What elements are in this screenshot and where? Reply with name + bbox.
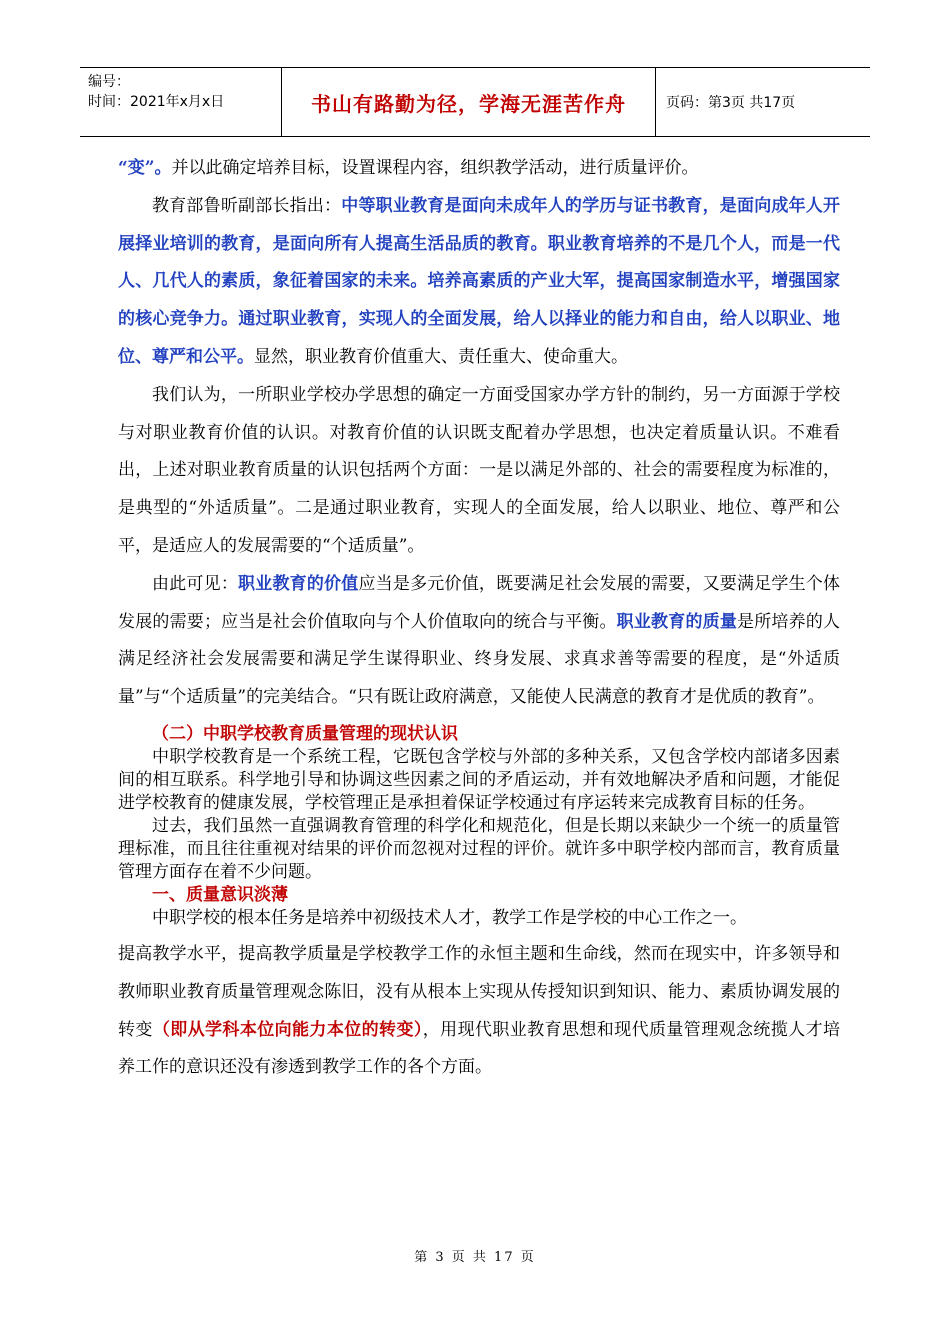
paragraph-4-lead: 由此可见： — [152, 573, 239, 594]
paragraph-1-text: 并以此确定培养目标，设置课程内容，组织教学活动，进行质量评价。 — [171, 158, 699, 178]
paragraph-2-quote: 中等职业教育是面向未成年人的学历与证书教育，是面向成年人开展择业培训的教育，是面向所有人提高生活品质的教育。职业教育培养的不是几个人，而是一代人、几代人的素质，象征着国家的未来。培养高素质的产业大军，提高国家制造水平，增强国家的核心竞争力。通过职业教育，实现人的全面发展，给人以择业的能力和自由，给人以职业、地位、尊严和公平。 — [118, 195, 841, 367]
paragraph-7b-tail: ，用现代职业教育思想和现代质量管理观念统揽人才培养工作的意识还没有渗透到教学工作的各个方面。 — [118, 1019, 841, 1078]
paragraph-4-tail: 是所培养的人满足经济社会发展需要和满足学生谋得职业、终身发展、求真求善等需要的程度，是“外适质量”与“个适质量”的完美结合。“只有既让政府满意，又能使人民满意的教育才是优质的教育”。 — [118, 611, 841, 708]
paragraph-7a: 中职学校的根本任务是培养中初级技术人才，教学工作是学校的中心工作之一。 — [152, 907, 747, 928]
paragraph-3: 我们认为，一所职业学校办学思想的确定一方面受国家办学方针的制约，另一方面源于学校与对职业教育价值的认识。对教育价值的认识既支配着办学思想，也决定着质量认识。不难看出，上述对职业教育质量的认识包括两个方面：一是以满足外部的、社会的需要程度为标准的，是典型的“外适质量”。二是通过职业教育，实现人的全面发展，给人以职业、地位、尊严和公平，是适应人的发展需要的“个适质量”。 — [118, 384, 840, 556]
header-meta — [80, 68, 282, 136]
paragraph-7b — [118, 936, 840, 1087]
quote-change: “变”。 — [118, 158, 172, 178]
page-header — [80, 67, 870, 137]
term-value: 职业教育的价值 — [238, 573, 359, 594]
header-page-label: 页码：第3页 共17页 — [666, 95, 796, 111]
paragraph-1 — [118, 150, 840, 188]
paragraph-2-tail: 显然，职业教育价值重大、责任重大、使命重大。 — [254, 346, 628, 367]
paragraph-2 — [118, 188, 840, 377]
header-motto: 书山有路勤为径，学海无涯苦作舟 — [282, 68, 656, 136]
paragraph-7b-text: 提高教学水平，提高教学质量是学校教学工作的永恒主题和生命线，然而在现实中，许多领导和教师职业教育质量管理观念陈旧，没有从根本上实现从传授知识到知识、能力、素质协调发展的转变 — [118, 943, 840, 1040]
term-quality: 职业教育的质量 — [616, 611, 738, 632]
subsection-heading: 一、质量意识淡薄 — [152, 884, 288, 905]
paragraph-4 — [118, 566, 840, 717]
paragraph-4-mid: 应当是多元价值，既要满足社会发展的需要，又要满足学生个体发展的需要；应当是社会价值取向与个人价值取向的统合与平衡。 — [118, 573, 841, 632]
paragraph-7b-emphasis: （即从学科本位向能力本位的转变） — [152, 1019, 423, 1040]
document-body — [118, 150, 840, 1087]
number-label: 编号： — [88, 74, 130, 90]
time-label: 时间：2021年x月x日 — [88, 94, 225, 110]
page-footer: 第 3 页 共 17 页 — [414, 1250, 536, 1265]
paragraph-5: 中职学校教育是一个系统工程，它既包含学校与外部的多种关系，又包含学校内部诸多因素间的相互联系。科学地引导和协调这些因素之间的矛盾运动，并有效地解决矛盾和问题，才能促进学校教育的健康发展，学校管理正是承担着保证学校通过有序运转来完成教育目标的任务。 — [118, 746, 840, 813]
section-heading: （二）中职学校教育质量管理的现状认识 — [152, 723, 458, 744]
paragraph-6: 过去，我们虽然一直强调教育管理的科学化和规范化，但是长期以来缺少一个统一的质量管理标准，而且往往重视对结果的评价而忽视对过程的评价。就许多中职学校内部而言，教育质量管理方面存在着不少问题。 — [118, 815, 840, 882]
paragraph-2-lead: 教育部鲁昕副部长指出： — [152, 195, 342, 216]
